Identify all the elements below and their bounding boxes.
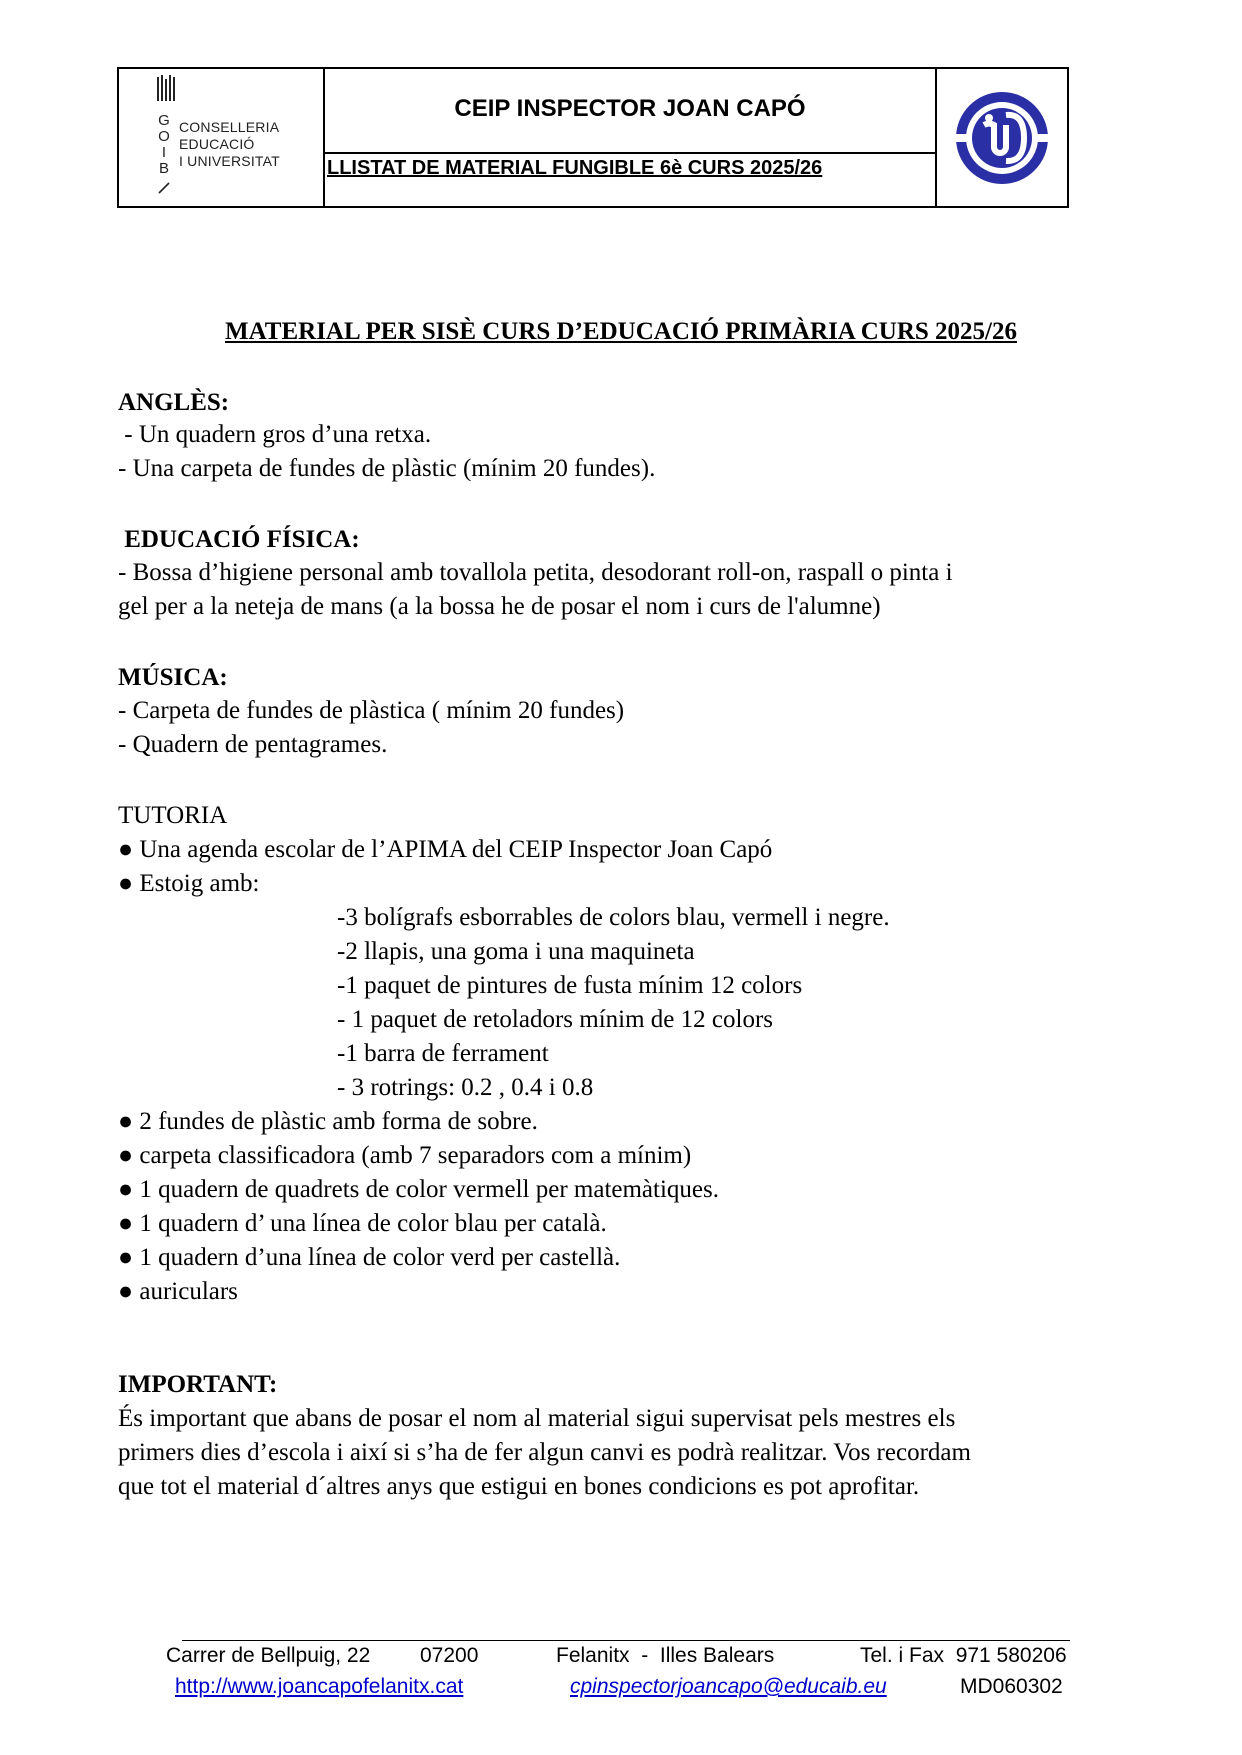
estoig-item: -2 llapis, una goma i una maquineta: [337, 938, 695, 965]
bullet-item: ● carpeta classificadora (amb 7 separadors com a mínim): [118, 1142, 692, 1169]
estoig-item: -1 barra de ferrament: [337, 1040, 549, 1067]
paragraph-line: gel per a la neteja de mans (a la bossa he de posar el nom i curs de l'alumne): [118, 593, 881, 620]
paragraph-line: primers dies d’escola i així si s’ha de fer algun canvi es podrà realitzar. Vos recordam: [118, 1439, 971, 1466]
bullet-item: ● auriculars: [118, 1278, 238, 1305]
footer-city: Felanitx - Illes Balears: [556, 1644, 775, 1667]
list-title: LLISTAT DE MATERIAL FUNGIBLE 6è CURS 2025/26: [327, 157, 823, 179]
school-logo-cell: [935, 69, 1067, 206]
bullet-item: ● 1 quadern de quadrets de color vermell per matemàtiques.: [118, 1176, 719, 1203]
bullet-item: ● Una agenda escolar de l’APIMA del CEIP Inspector Joan Capó: [118, 836, 773, 863]
estoig-item: - 3 rotrings: 0.2 , 0.4 i 0.8: [337, 1074, 594, 1101]
footer-email-link[interactable]: cpinspectorjoancapo@educaib.eu: [570, 1675, 887, 1698]
estoig-item: -3 bolígrafs esborrables de colors blau, vermell i negre.: [337, 904, 890, 931]
header-divider: [323, 152, 937, 154]
section-heading-tutoria: TUTORIA: [118, 802, 228, 829]
govern-logo-text: CONSELLERIA EDUCACIÓ I UNIVERSITAT: [179, 119, 280, 169]
document-title: MATERIAL PER SISÈ CURS D’EDUCACIÓ PRIMÀRIA CURS 2025/26: [225, 318, 1017, 345]
section-heading-musica: MÚSICA:: [118, 664, 228, 691]
list-item: - Quadern de pentagrames.: [118, 731, 388, 758]
footer-divider: [182, 1640, 1070, 1641]
paragraph-line: - Bossa d’higiene personal amb tovallola petita, desodorant roll-on, raspall o pinta i: [118, 559, 953, 586]
paragraph-line: que tot el material d´altres anys que estigui en bones condicions es pot aprofitar.: [118, 1473, 920, 1500]
section-heading-important: IMPORTANT:: [118, 1371, 278, 1398]
footer-phone: Tel. i Fax 971 580206: [860, 1644, 1067, 1667]
footer-address: Carrer de Bellpuig, 22: [166, 1644, 371, 1667]
bullet-item: ● 1 quadern d’una línea de color verd per castellà.: [118, 1244, 621, 1271]
bullet-item: ● 2 fundes de plàstic amb forma de sobre.: [118, 1108, 538, 1135]
list-item: - Una carpeta de fundes de plàstic (mínim 20 fundes).: [118, 455, 656, 482]
bullet-item: ● 1 quadern d’ una línea de color blau per català.: [118, 1210, 607, 1237]
list-item: - Un quadern gros d’una retxa.: [118, 421, 432, 448]
school-name: CEIP INSPECTOR JOAN CAPÓ: [454, 95, 806, 122]
footer-postal-code: 07200: [420, 1644, 479, 1667]
govern-vertical-letters: G O I B: [158, 112, 170, 177]
header-table: [117, 67, 1069, 208]
govern-logo-cell: [119, 69, 325, 206]
estoig-item: - 1 paquet de retoladors mínim de 12 colors: [337, 1006, 773, 1033]
footer-website-link[interactable]: http://www.joancapofelanitx.cat: [175, 1675, 464, 1698]
section-heading-angles: ANGLÈS:: [118, 389, 230, 416]
section-heading-educacio-fisica: EDUCACIÓ FÍSICA:: [118, 526, 360, 553]
estoig-item: -1 paquet de pintures de fusta mínim 12 colors: [337, 972, 803, 999]
list-item: - Carpeta de fundes de plàstica ( mínim 20 fundes): [118, 697, 625, 724]
paragraph-line: És important que abans de posar el nom al material sigui supervisat pels mestres els: [118, 1405, 956, 1432]
bullet-item: ● Estoig amb:: [118, 870, 260, 897]
school-emblem-icon: [937, 69, 1067, 206]
footer-doc-code: MD060302: [960, 1675, 1063, 1698]
